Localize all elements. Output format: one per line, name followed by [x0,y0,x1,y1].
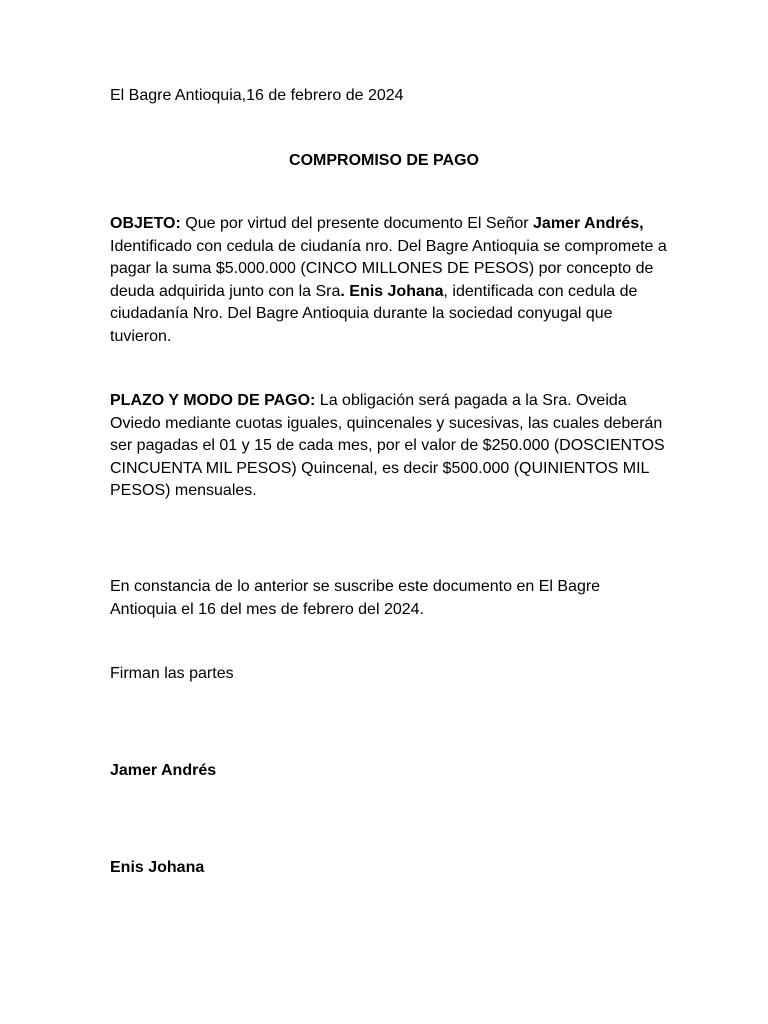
objeto-label: OBJETO: [110,215,181,232]
plazo-text: La obligación será pagada a la Sra. Oveida Oviedo mediante cuotas iguales, quincenales y sucesivas, las cuales deberán ser pagadas el 01 y 15 de cada mes, por el valor de $250.000 (DOSCIENTOS CINCUENTA MIL PESOS) Quincenal, es decir $500.000 (QUINIENTOS MIL PESOS) mensuales. [110,392,665,500]
objeto-paragraph [110,213,670,349]
plazo-paragraph [110,390,670,503]
objeto-text-2: Identificado con cedula de ciudanía nro. Del Bagre Antioquia se compromete a pagar la suma $5.000.000 (CINCO MILLONES DE PESOS) por concepto de deuda adquirida junto con la Sra [110,237,667,300]
objeto-text-1: Que por virtud del presente documento El Señor [180,215,534,232]
constancia-paragraph: En constancia de lo anterior se suscribe este documento en El Bagre Antioquia el 16 del mes de febrero del 2024. [110,578,601,618]
objeto-text-3: , identificada con cedula de ciudadanía Nro. Del Bagre Antioquia durante la sociedad conyugal que tuvieron. [110,282,638,345]
objeto-name-2: . Enis Johana [340,282,444,300]
signatory-enis: Enis Johana [110,859,205,876]
objeto-name-1: Jamer Andrés, [533,215,644,232]
document-title: COMPROMISO DE PAGO [289,152,479,169]
date-line: El Bagre Antioquia,16 de febrero de 2024 [110,87,404,104]
signatory-jamer: Jamer Andrés [110,762,217,779]
plazo-label: PLAZO Y MODO DE PAGO: [110,392,316,409]
firman-line: Firman las partes [110,665,234,682]
